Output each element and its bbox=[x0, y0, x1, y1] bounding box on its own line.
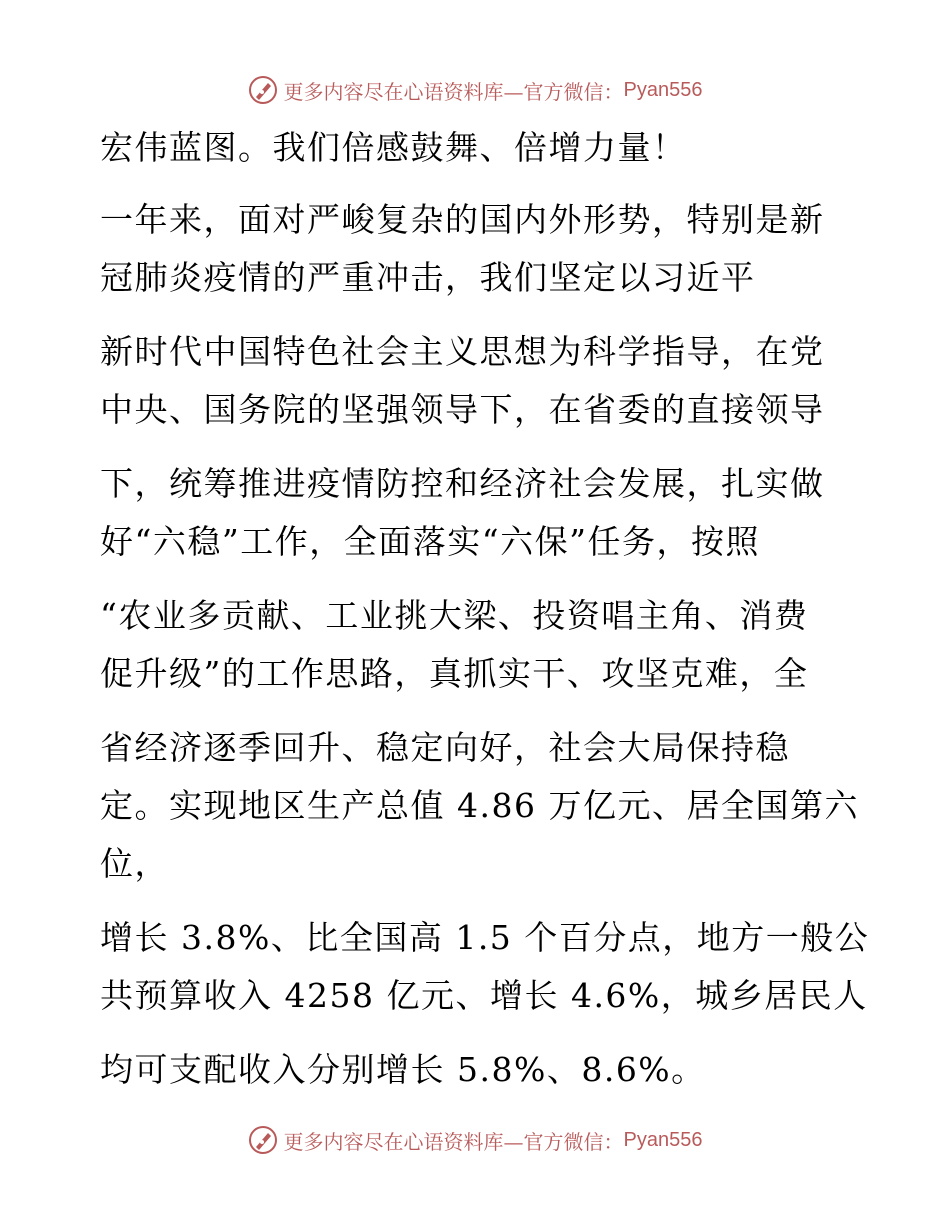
body-line: 新时代中国特色社会主义思想为科学指导，在党 bbox=[100, 332, 825, 371]
header-banner-text: 更多内容尽在心语资料库—官方微信： bbox=[283, 79, 624, 104]
body-line: 冠肺炎疫情的严重冲击，我们坚定以习近平 bbox=[100, 258, 756, 297]
body-line: “农业多贡献、工业挑大梁、投资唱主角、消费 bbox=[100, 596, 809, 635]
body-line: 位， bbox=[100, 844, 169, 883]
body-line: 增长 3.8%、比全国高 1.5 个百分点，地方一般公 bbox=[100, 918, 870, 957]
body-line: 一年来，面对严峻复杂的国内外形势，特别是新 bbox=[100, 200, 825, 239]
body-line: 共预算收入 4258 亿元、增长 4.6%，城乡居民人 bbox=[100, 976, 868, 1015]
pen-nib-logo-icon bbox=[248, 1125, 278, 1155]
body-line: 中央、国务院的坚强领导下，在省委的直接领导 bbox=[100, 390, 825, 429]
header-banner-handle: Pyan556 bbox=[623, 78, 703, 101]
body-line: 均可支配收入分别增长 5.8%、8.6%。 bbox=[100, 1050, 706, 1089]
footer-watermark-banner bbox=[0, 1120, 950, 1160]
footer-banner-text: 更多内容尽在心语资料库—官方微信： bbox=[283, 1129, 624, 1154]
body-line: 好“六稳”工作，全面落实“六保”任务，按照 bbox=[100, 522, 760, 561]
footer-banner-handle: Pyan556 bbox=[623, 1128, 703, 1151]
body-line: 宏伟蓝图。我们倍感鼓舞、倍增力量！ bbox=[100, 128, 687, 167]
body-line: 定。实现地区生产总值 4.86 万亿元、居全国第六 bbox=[100, 786, 859, 825]
body-line: 下，统筹推进疫情防控和经济社会发展，扎实做 bbox=[100, 464, 825, 503]
body-line: 省经济逐季回升、稳定向好，社会大局保持稳 bbox=[100, 728, 790, 767]
body-line: 促升级”的工作思路，真抓实干、攻坚克难，全 bbox=[100, 654, 809, 693]
